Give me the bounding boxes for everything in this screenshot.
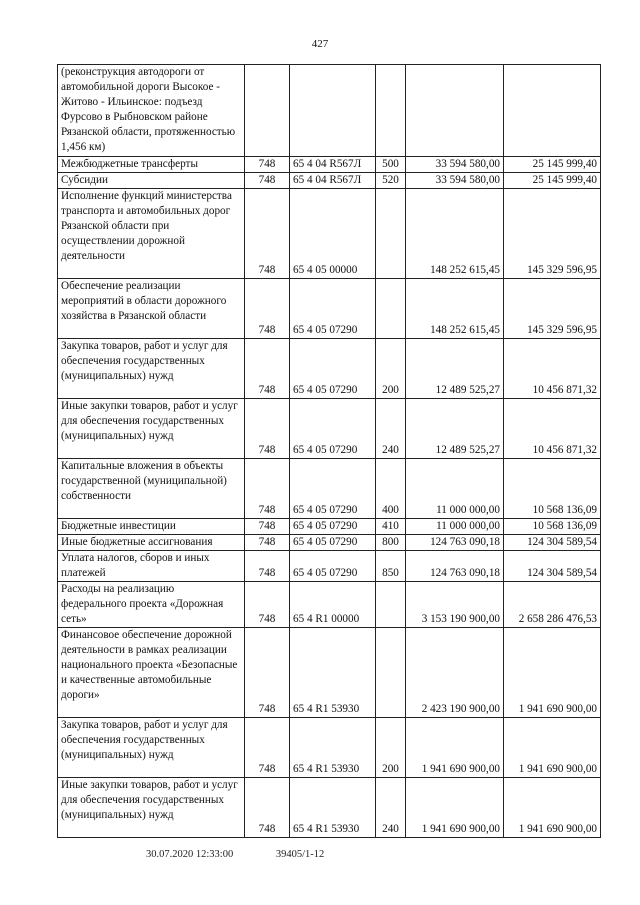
amount-2021-cell: 145 329 596,95 [504, 279, 601, 339]
grbs-code-cell: 748 [245, 718, 290, 778]
expense-type-cell [376, 65, 406, 157]
grbs-code-cell: 748 [245, 279, 290, 339]
amount-2021-cell: 10 456 871,32 [504, 399, 601, 459]
grbs-code-cell: 748 [245, 459, 290, 519]
table-row [58, 399, 601, 459]
target-article-cell: 65 4 R1 53930 [290, 718, 376, 778]
target-article-cell: 65 4 R1 00000 [290, 582, 376, 628]
target-article-cell [290, 65, 376, 157]
amount-2020-cell [406, 65, 504, 157]
grbs-code-cell: 748 [245, 173, 290, 189]
grbs-code-cell: 748 [245, 628, 290, 718]
expense-type-cell: 200 [376, 718, 406, 778]
expense-type-cell: 400 [376, 459, 406, 519]
table-row [58, 551, 601, 582]
amount-2021-cell: 25 145 999,40 [504, 157, 601, 173]
amount-2020-cell: 148 252 615,45 [406, 279, 504, 339]
table-row [58, 519, 601, 535]
target-article-cell: 65 4 05 07290 [290, 519, 376, 535]
expense-type-cell: 240 [376, 399, 406, 459]
row-name-cell: (реконструкция автодороги от автомобильной дороги Высокое - Житово - Ильинское: подъезд Фурсово в Рыбновском районе Рязанской области, протяженностью 1,456 км) [58, 65, 245, 157]
row-name-cell: Иные закупки товаров, работ и услуг для обеспечения государственных (муниципальных) нужд [58, 778, 245, 838]
amount-2021-cell: 1 941 690 900,00 [504, 778, 601, 838]
table-row [58, 279, 601, 339]
row-name-cell: Обеспечение реализации мероприятий в области дорожного хозяйства в Рязанской области [58, 279, 245, 339]
target-article-cell: 65 4 R1 53930 [290, 778, 376, 838]
amount-2020-cell: 12 489 525,27 [406, 399, 504, 459]
table-row [58, 65, 601, 157]
grbs-code-cell [245, 65, 290, 157]
footer-doc-code: 39405/1-12 [275, 849, 325, 860]
table-row [58, 718, 601, 778]
amount-2021-cell: 25 145 999,40 [504, 173, 601, 189]
row-name-cell: Финансовое обеспечение дорожной деятельности в рамках реализации национального проекта «Безопасные и качественные автомобильные дороги» [58, 628, 245, 718]
amount-2021-cell: 2 658 286 476,53 [504, 582, 601, 628]
target-article-cell: 65 4 05 07290 [290, 399, 376, 459]
table-row [58, 582, 601, 628]
row-name-cell: Расходы на реализацию федерального проекта «Дорожная сеть» [58, 582, 245, 628]
target-article-cell: 65 4 05 07290 [290, 535, 376, 551]
expense-type-cell: 410 [376, 519, 406, 535]
expense-type-cell: 800 [376, 535, 406, 551]
amount-2020-cell: 2 423 190 900,00 [406, 628, 504, 718]
grbs-code-cell: 748 [245, 519, 290, 535]
grbs-code-cell: 748 [245, 778, 290, 838]
grbs-code-cell: 748 [245, 582, 290, 628]
amount-2021-cell [504, 65, 601, 157]
grbs-code-cell: 748 [245, 399, 290, 459]
table-row [58, 628, 601, 718]
row-name-cell: Закупка товаров, работ и услуг для обеспечения государственных (муниципальных) нужд [58, 718, 245, 778]
expense-type-cell [376, 189, 406, 279]
grbs-code-cell: 748 [245, 551, 290, 582]
budget-table [57, 64, 601, 838]
target-article-cell: 65 4 04 R567Л [290, 173, 376, 189]
amount-2021-cell: 10 568 136,09 [504, 519, 601, 535]
amount-2020-cell: 1 941 690 900,00 [406, 778, 504, 838]
amount-2021-cell: 124 304 589,54 [504, 535, 601, 551]
row-name-cell: Иные закупки товаров, работ и услуг для обеспечения государственных (муниципальных) нужд [58, 399, 245, 459]
table-row [58, 459, 601, 519]
amount-2020-cell: 3 153 190 900,00 [406, 582, 504, 628]
amount-2020-cell: 1 941 690 900,00 [406, 718, 504, 778]
amount-2020-cell: 33 594 580,00 [406, 173, 504, 189]
amount-2021-cell: 1 941 690 900,00 [504, 628, 601, 718]
expense-type-cell [376, 279, 406, 339]
table-row [58, 778, 601, 838]
amount-2021-cell: 124 304 589,54 [504, 551, 601, 582]
grbs-code-cell: 748 [245, 189, 290, 279]
table-row [58, 189, 601, 279]
amount-2020-cell: 148 252 615,45 [406, 189, 504, 279]
target-article-cell: 65 4 05 00000 [290, 189, 376, 279]
row-name-cell: Закупка товаров, работ и услуг для обеспечения государственных (муниципальных) нужд [58, 339, 245, 399]
amount-2020-cell: 124 763 090,18 [406, 551, 504, 582]
row-name-cell: Уплата налогов, сборов и иных платежей [58, 551, 245, 582]
target-article-cell: 65 4 04 R567Л [290, 157, 376, 173]
row-name-cell: Субсидии [58, 173, 245, 189]
expense-type-cell [376, 628, 406, 718]
amount-2021-cell: 1 941 690 900,00 [504, 718, 601, 778]
row-name-cell: Бюджетные инвестиции [58, 519, 245, 535]
grbs-code-cell: 748 [245, 339, 290, 399]
amount-2021-cell: 145 329 596,95 [504, 189, 601, 279]
expense-type-cell [376, 582, 406, 628]
target-article-cell: 65 4 05 07290 [290, 339, 376, 399]
budget-table-body [58, 65, 601, 838]
footer-timestamp: 30.07.2020 12:33:00 [146, 849, 234, 860]
row-name-cell: Иные бюджетные ассигнования [58, 535, 245, 551]
amount-2020-cell: 33 594 580,00 [406, 157, 504, 173]
amount-2020-cell: 12 489 525,27 [406, 339, 504, 399]
table-row [58, 339, 601, 399]
expense-type-cell: 200 [376, 339, 406, 399]
page-number: 427 [311, 38, 329, 50]
grbs-code-cell: 748 [245, 157, 290, 173]
target-article-cell: 65 4 05 07290 [290, 459, 376, 519]
amount-2021-cell: 10 456 871,32 [504, 339, 601, 399]
target-article-cell: 65 4 05 07290 [290, 551, 376, 582]
grbs-code-cell: 748 [245, 535, 290, 551]
expense-type-cell: 240 [376, 778, 406, 838]
page-footer [146, 849, 324, 860]
row-name-cell: Исполнение функций министерства транспорта и автомобильных дорог Рязанской области при осуществлении дорожной деятельности [58, 189, 245, 279]
amount-2021-cell: 10 568 136,09 [504, 459, 601, 519]
amount-2020-cell: 11 000 000,00 [406, 519, 504, 535]
expense-type-cell: 850 [376, 551, 406, 582]
expense-type-cell: 500 [376, 157, 406, 173]
amount-2020-cell: 124 763 090,18 [406, 535, 504, 551]
row-name-cell: Капитальные вложения в объекты государственной (муниципальной) собственности [58, 459, 245, 519]
table-row [58, 157, 601, 173]
table-row [58, 173, 601, 189]
row-name-cell: Межбюджетные трансферты [58, 157, 245, 173]
table-row [58, 535, 601, 551]
target-article-cell: 65 4 R1 53930 [290, 628, 376, 718]
expense-type-cell: 520 [376, 173, 406, 189]
amount-2020-cell: 11 000 000,00 [406, 459, 504, 519]
target-article-cell: 65 4 05 07290 [290, 279, 376, 339]
